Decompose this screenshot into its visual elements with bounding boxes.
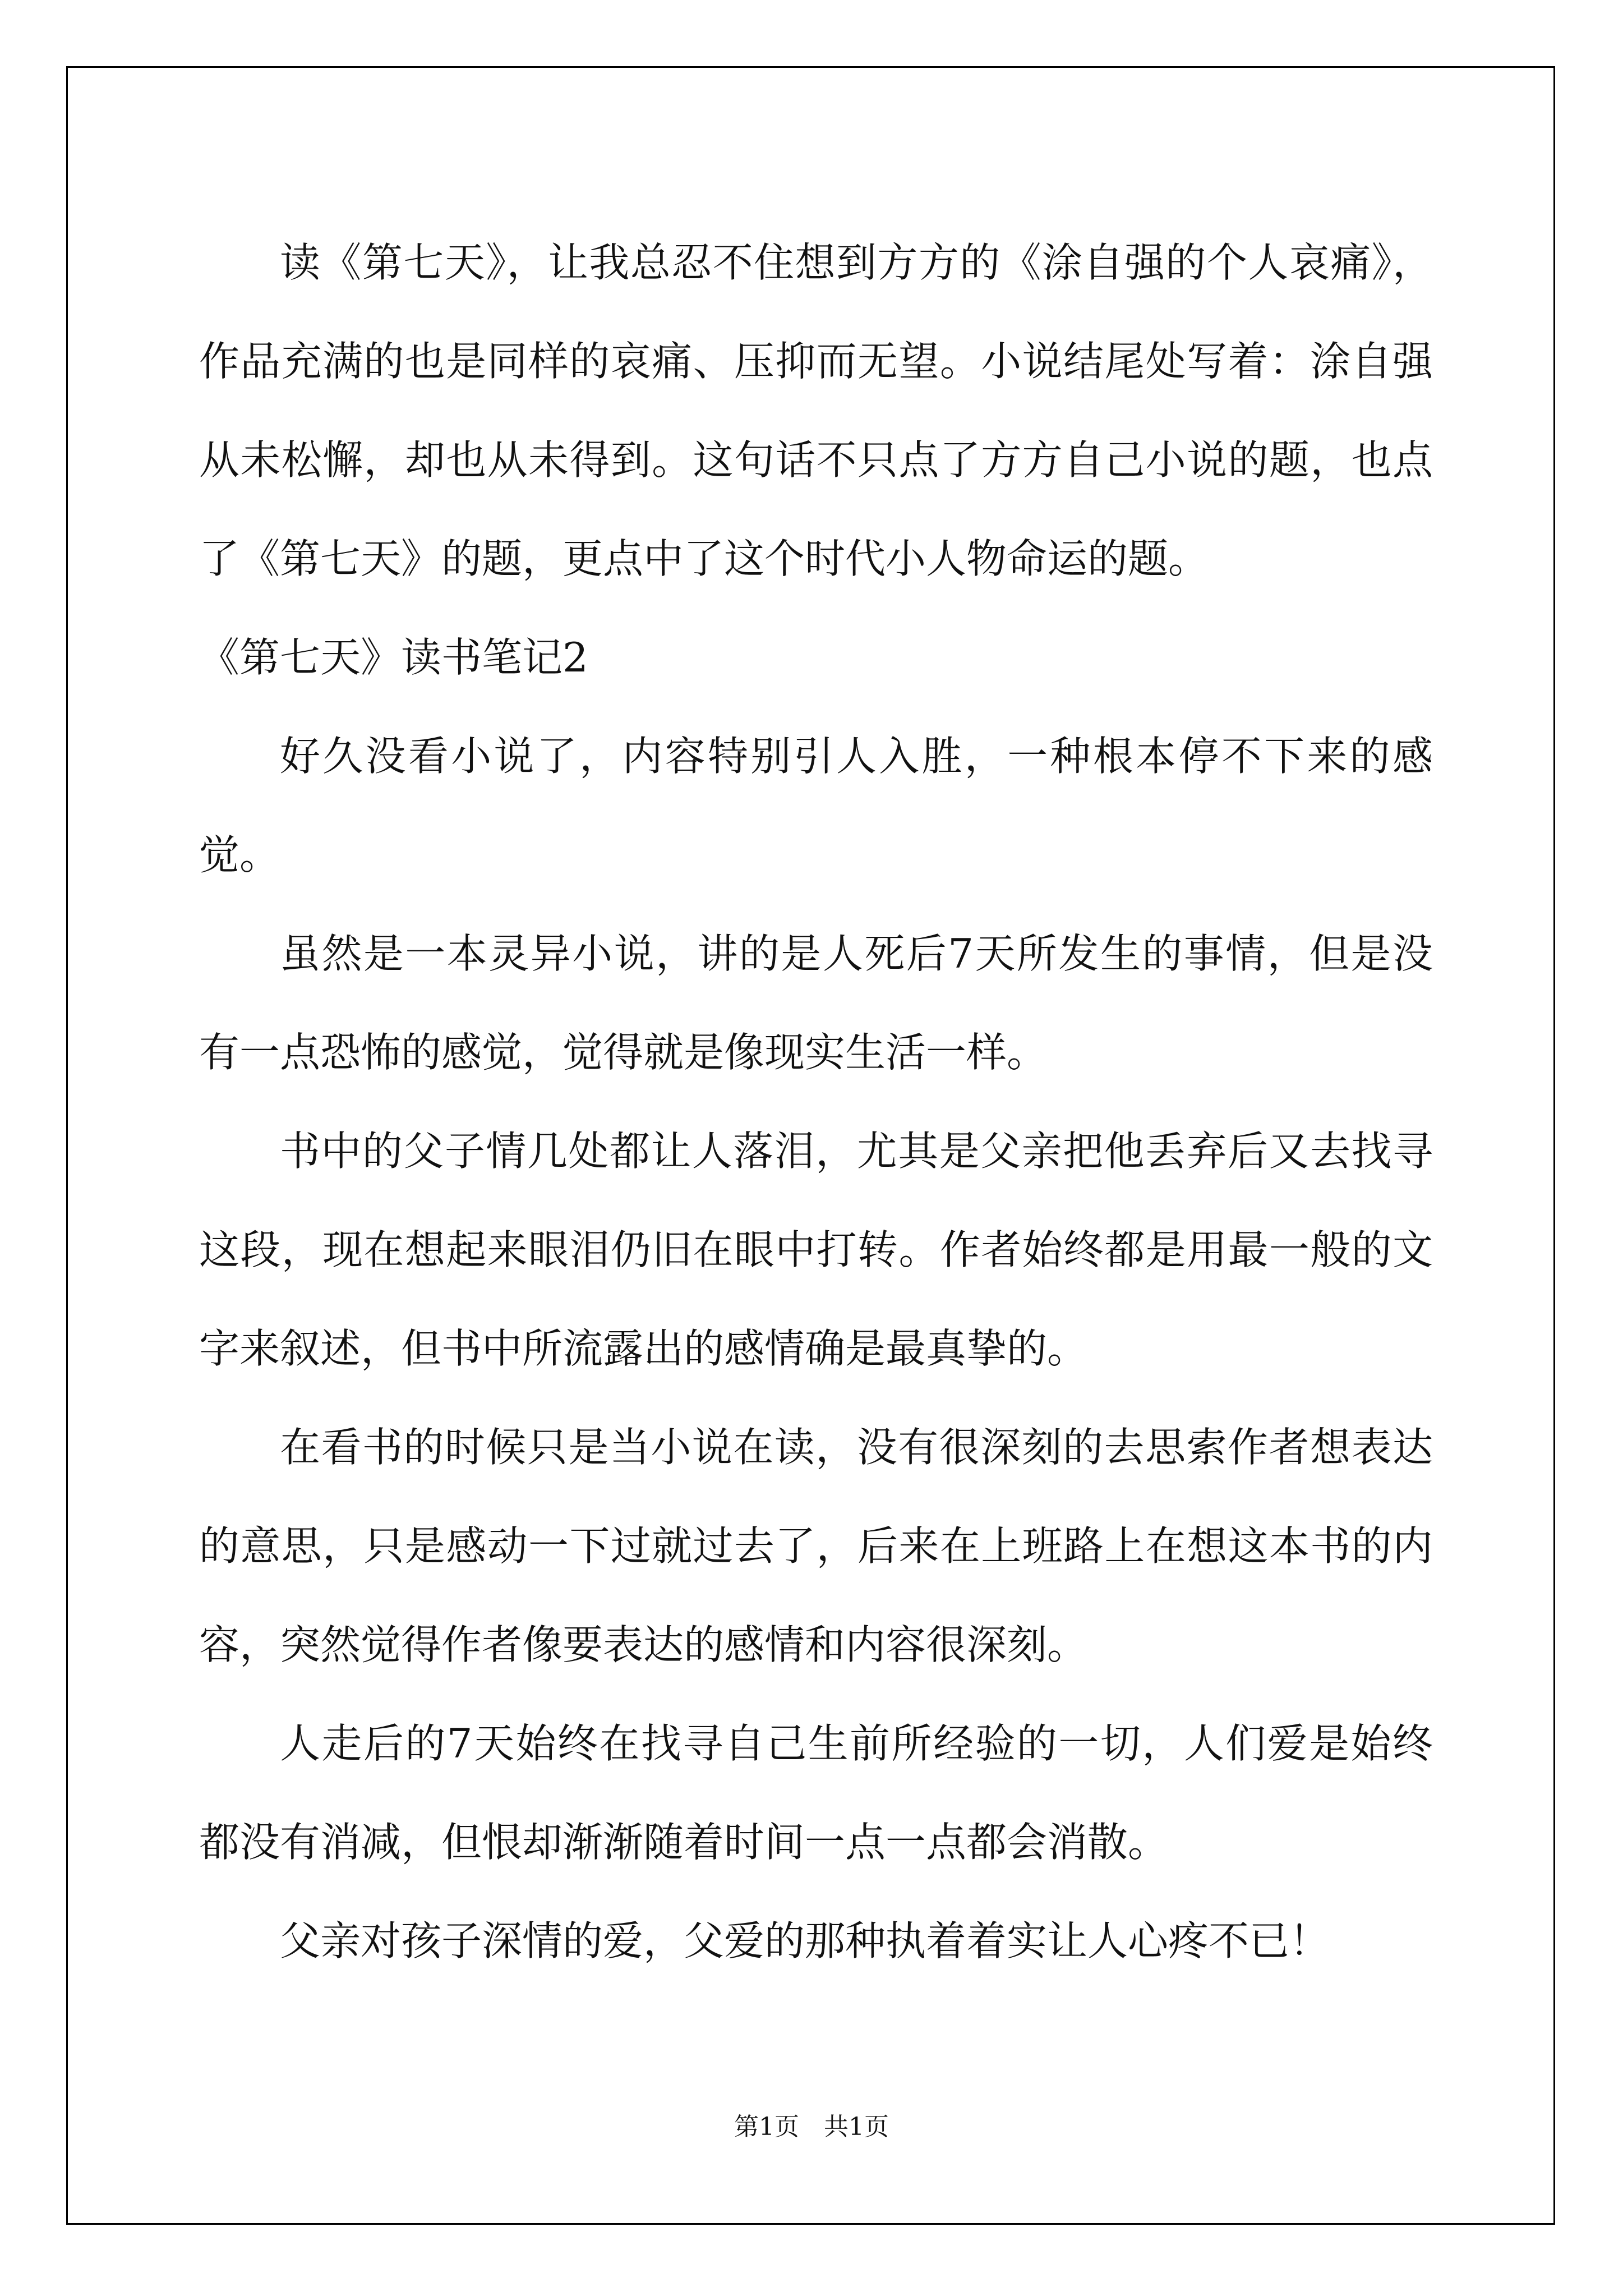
paragraph: 虽然是一本灵异小说，讲的是人死后7天所发生的事情，但是没有一点恐怖的感觉，觉得就是像现实生活一样。 [199,930,1433,1076]
document-body [199,213,1433,1990]
paragraph: 书中的父子情几处都让人落泪，尤其是父亲把他丢弃后又去找寻这段，现在想起来眼泪仍旧在眼中打转。作者始终都是用最一般的文字来叙述，但书中所流露出的感情确是最真挚的。 [199,1128,1433,1372]
paragraph: 人走后的7天始终在找寻自己生前所经验的一切，人们爱是始终都没有消减，但恨却渐渐随着时间一点一点都会消散。 [199,1720,1433,1866]
paragraph: 好久没看小说了，内容特别引人入胜，一种根本停不下来的感觉。 [199,733,1433,878]
page-footer: 第1页 共1页 [734,2113,889,2141]
paragraph: 在看书的时候只是当小说在读，没有很深刻的去思索作者想表达的意思，只是感动一下过就过去了，后来在上班路上在想这本书的内容，突然觉得作者像要表达的感情和内容很深刻。 [199,1424,1433,1668]
paragraph: 父亲对孩子深情的爱，父爱的那种执着着实让人心疼不已！ [280,1917,1330,1964]
section-heading: 《第七天》读书笔记2 [199,634,588,681]
paragraph: 读《第七天》，让我总忍不住想到方方的《涂自强的个人哀痛》，作品充满的也是同样的哀痛、压抑而无望。小说结尾处写着：涂自强从未松懈，却也从未得到。这句话不只点了方方自己小说的题，也点了《第七天》的题，更点中了这个时代小人物命运的题。 [199,239,1433,582]
